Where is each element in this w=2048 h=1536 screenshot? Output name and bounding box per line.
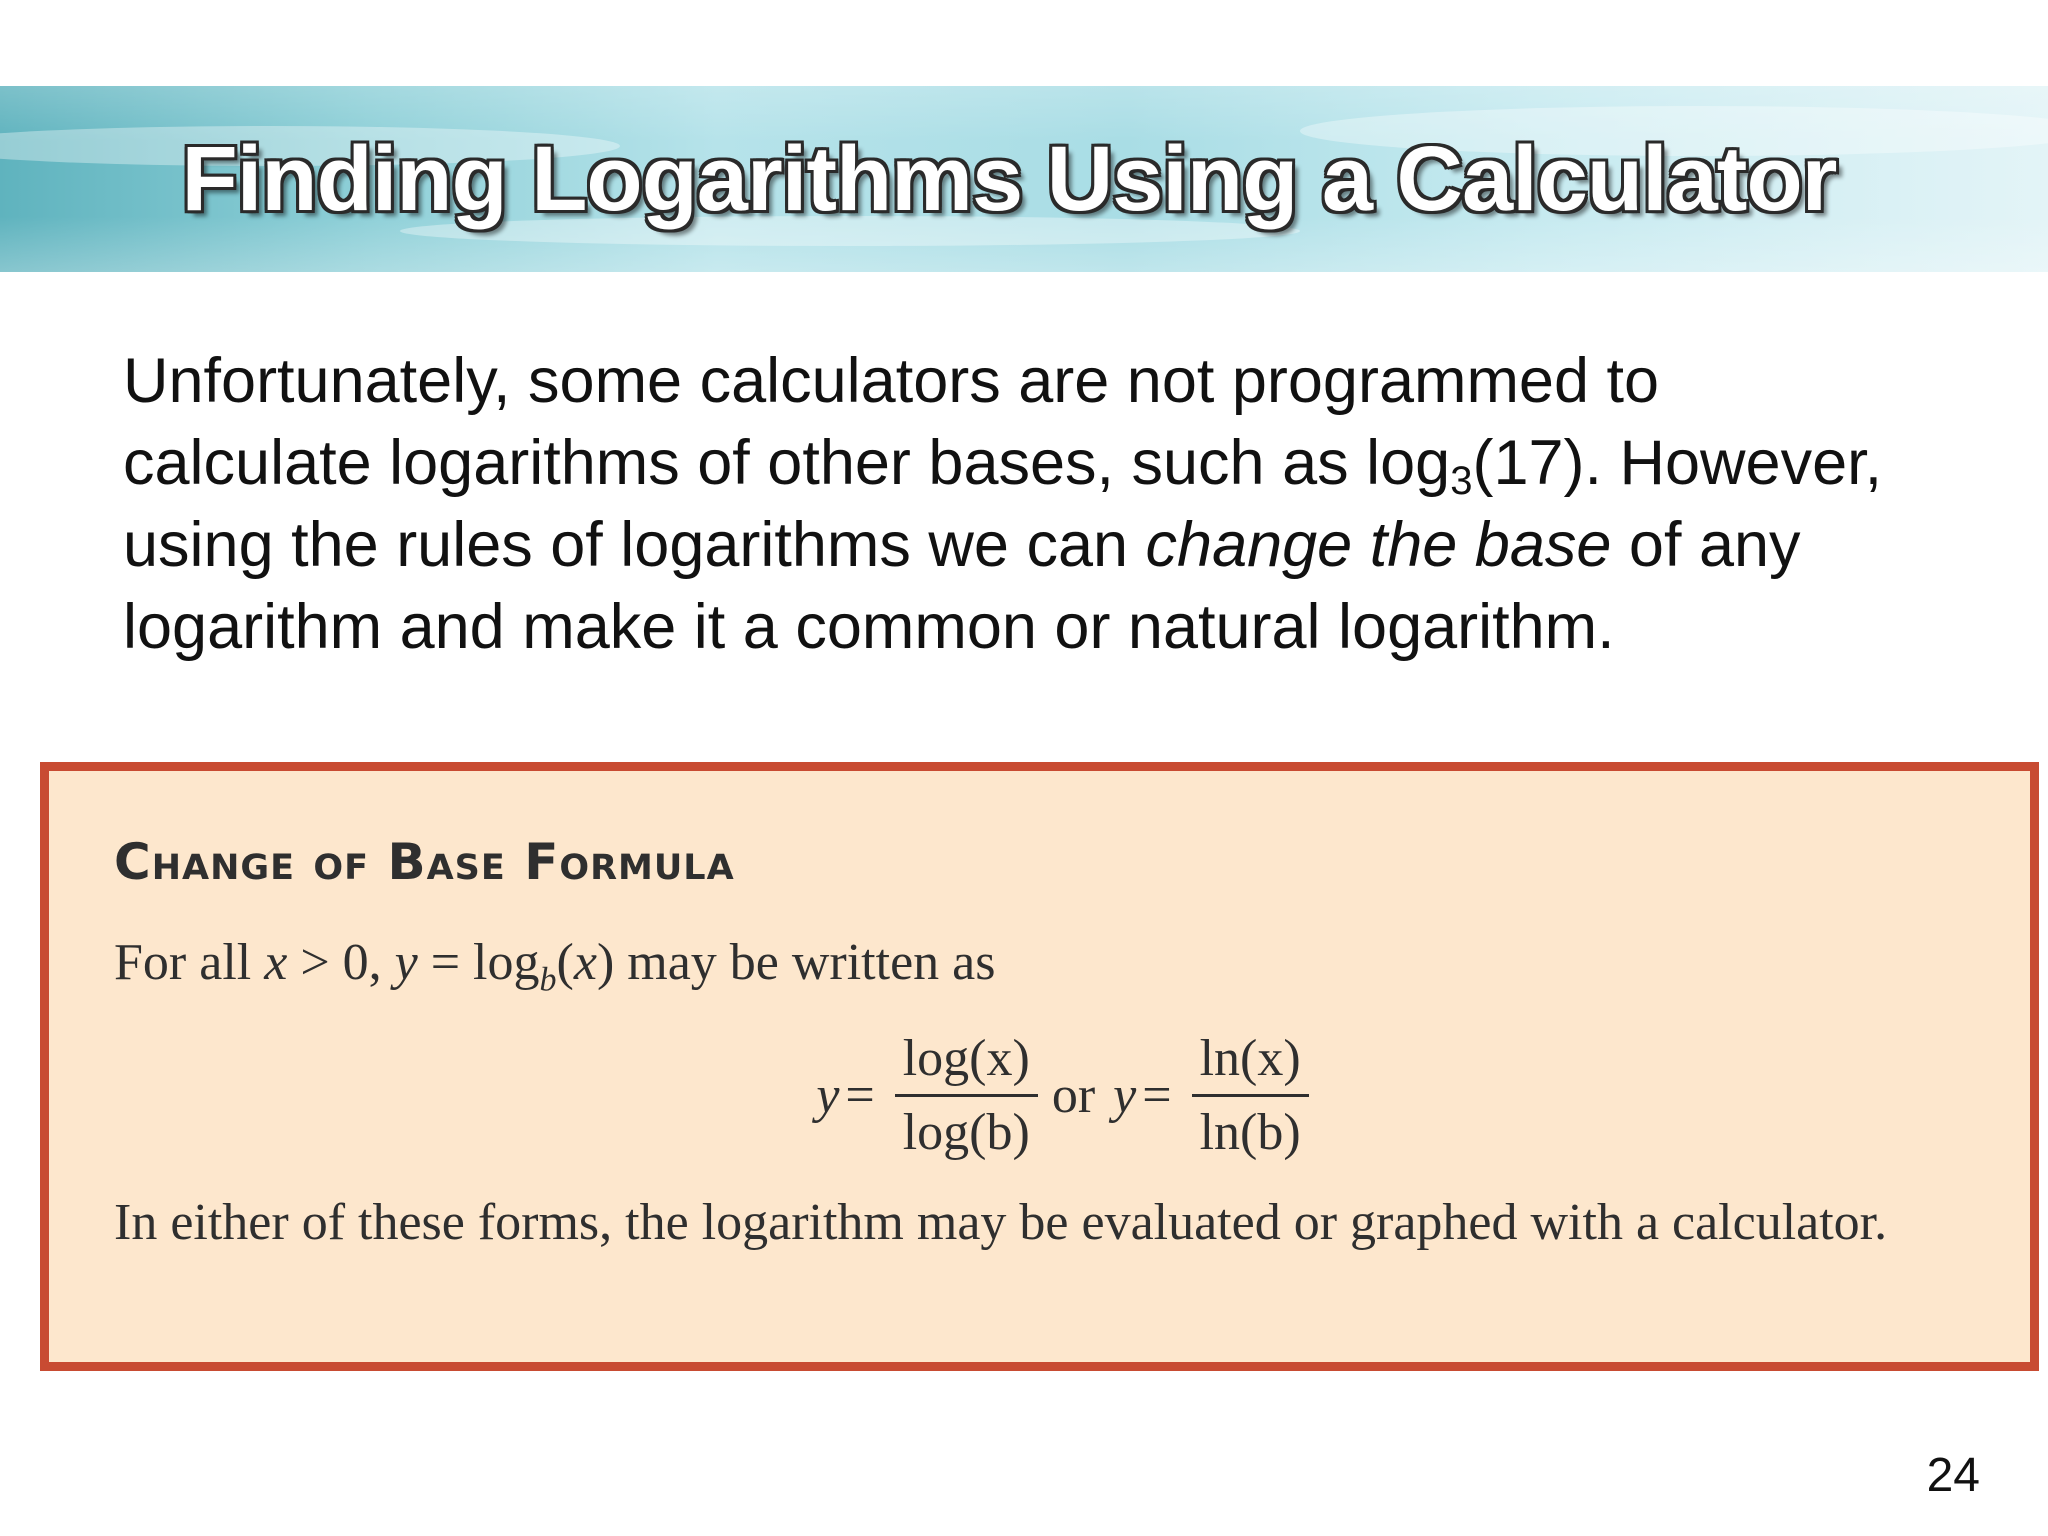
box-intro-line: For all x > 0, $y = \log_b(x)$ may be written as (114, 934, 996, 999)
title-banner (0, 86, 2048, 272)
page-number: 24 (1926, 1449, 1980, 1502)
fraction-log-numerator: log(x) (895, 1029, 1038, 1097)
fraction-ln-numerator: ln(x) (1192, 1029, 1309, 1097)
formula-or: or (1051, 1067, 1096, 1124)
body-text-3: of any logarithm and make it a common or natural logarithm. (123, 510, 1801, 662)
formula-y2: y (1113, 1067, 1137, 1124)
fraction-log (895, 1029, 1038, 1162)
slide-title: Finding Logarithms Using a Calculator (181, 127, 1837, 230)
body-text-2: (17). However, using the rules of logarithms we can (123, 428, 1883, 580)
fraction-log-denominator: log(b) (902, 1104, 1030, 1161)
formula-equals: = (845, 1067, 875, 1124)
formula-box (40, 762, 2039, 1371)
body-paragraph (123, 340, 1923, 668)
box-closing-line: In either of these forms, the logarithm may be evaluated or graphed with a calculator. (114, 1194, 1888, 1251)
formula-equals-2: = (1142, 1067, 1172, 1124)
fraction-ln (1192, 1029, 1309, 1162)
body-italic: change the base (1145, 510, 1612, 580)
change-of-base-formula (49, 1029, 2030, 1162)
formula-y: y (816, 1067, 840, 1124)
box-heading: Change of Base Formula (114, 833, 735, 891)
body-text-1: Unfortunately, some calculators are not programmed to calculate logarithms of other bases, such as log (123, 346, 1660, 498)
fraction-ln-denominator: ln(b) (1199, 1104, 1301, 1161)
body-subscript: 3 (1450, 459, 1473, 503)
